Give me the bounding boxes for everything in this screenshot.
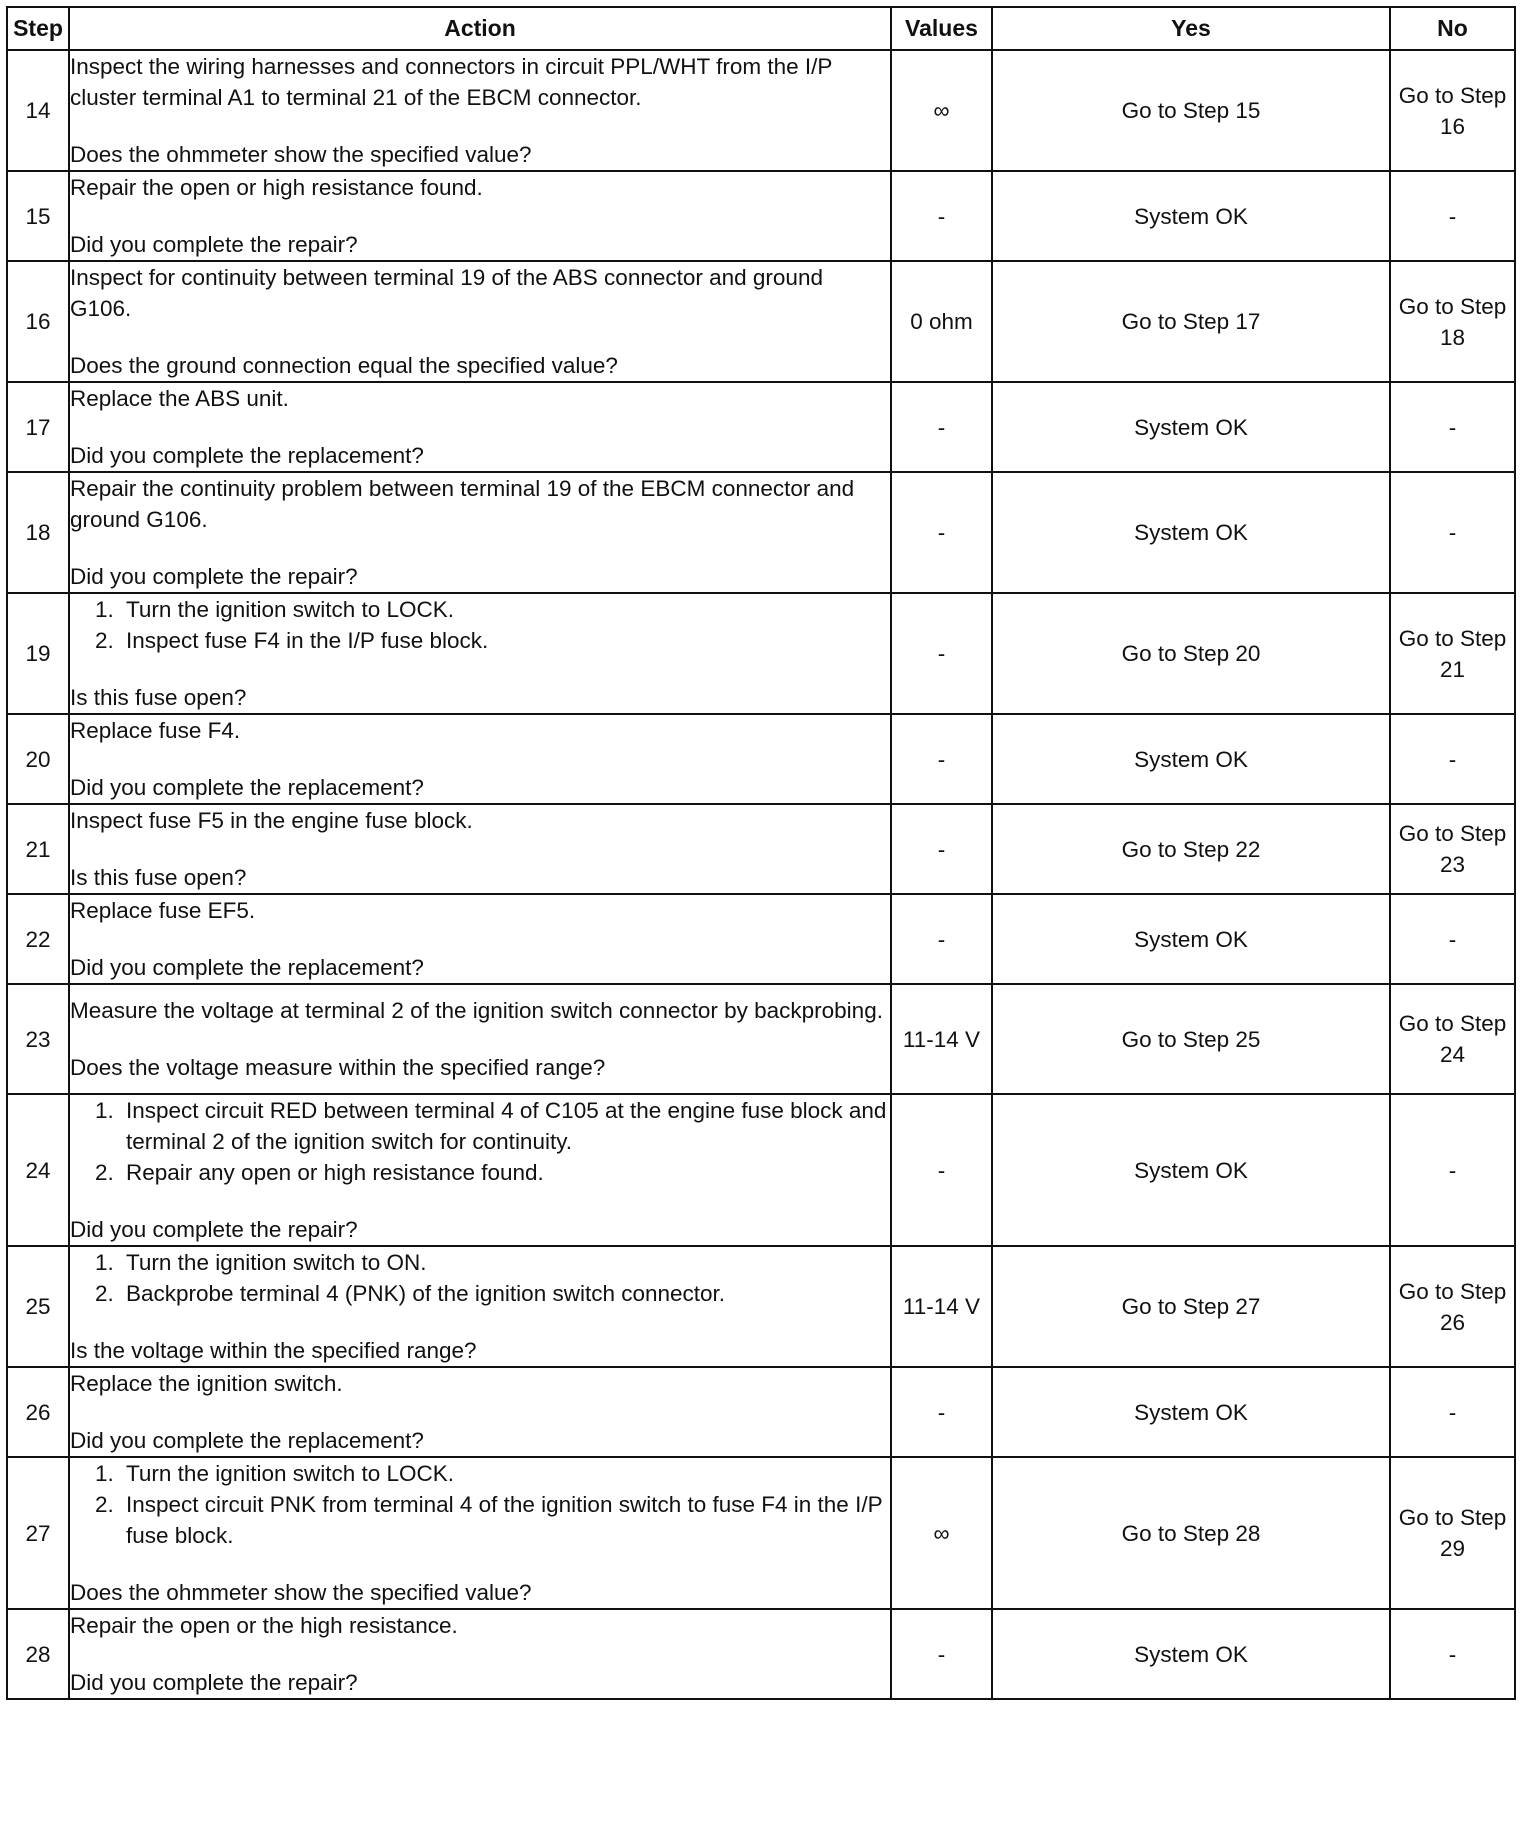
- action-cell: [69, 1367, 891, 1457]
- table-row: [7, 1367, 1515, 1457]
- table-row: [7, 1094, 1515, 1246]
- action-steps-list: [70, 594, 890, 656]
- value-cell: -: [891, 472, 992, 593]
- yes-cell: Go to Step 22: [992, 804, 1390, 894]
- action-step: 1. Turn the ignition switch to LOCK.: [120, 594, 890, 625]
- value-cell: ∞: [891, 50, 992, 171]
- value-cell: -: [891, 171, 992, 261]
- no-cell: -: [1390, 171, 1515, 261]
- no-cell: -: [1390, 1094, 1515, 1246]
- action-text: Inspect fuse F5 in the engine fuse block.: [70, 808, 473, 833]
- action-cell: [69, 472, 891, 593]
- yes-cell: System OK: [992, 171, 1390, 261]
- step-number: 21: [7, 804, 69, 894]
- yes-cell: System OK: [992, 1367, 1390, 1457]
- step-number: 22: [7, 894, 69, 984]
- step-number: 28: [7, 1609, 69, 1699]
- action-question: Did you complete the replacement?: [70, 1428, 424, 1453]
- value-cell: 11-14 V: [891, 1246, 992, 1367]
- action-question: Is the voltage within the specified range?: [70, 1338, 477, 1363]
- action-step: 2. Repair any open or high resistance found.: [120, 1157, 890, 1188]
- value-cell: -: [891, 1094, 992, 1246]
- table-row: [7, 1609, 1515, 1699]
- no-cell: Go to Step 18: [1390, 261, 1515, 382]
- header-no: No: [1390, 7, 1515, 50]
- no-cell: -: [1390, 714, 1515, 804]
- step-number: 15: [7, 171, 69, 261]
- header-values: Values: [891, 7, 992, 50]
- table-row: [7, 984, 1515, 1094]
- step-number: 18: [7, 472, 69, 593]
- action-text: Replace fuse EF5.: [70, 898, 256, 923]
- no-cell: Go to Step 26: [1390, 1246, 1515, 1367]
- header-yes: Yes: [992, 7, 1390, 50]
- action-text: Replace the ignition switch.: [70, 1371, 343, 1396]
- step-number: 25: [7, 1246, 69, 1367]
- value-cell: 0 ohm: [891, 261, 992, 382]
- step-number: 20: [7, 714, 69, 804]
- no-cell: Go to Step 24: [1390, 984, 1515, 1094]
- action-question: Did you complete the replacement?: [70, 443, 424, 468]
- table-header: [7, 7, 1515, 50]
- action-cell: [69, 984, 891, 1094]
- action-step: 1. Inspect circuit RED between terminal 4 of C105 at the engine fuse block and terminal 2 of the ignition switch for continuity.: [120, 1095, 890, 1157]
- no-cell: -: [1390, 1609, 1515, 1699]
- step-number: 27: [7, 1457, 69, 1609]
- yes-cell: Go to Step 17: [992, 261, 1390, 382]
- yes-cell: System OK: [992, 714, 1390, 804]
- action-text: Replace fuse F4.: [70, 718, 241, 743]
- no-cell: Go to Step 23: [1390, 804, 1515, 894]
- action-question: Does the voltage measure within the specified range?: [70, 1055, 606, 1080]
- action-cell: [69, 50, 891, 171]
- action-cell: [69, 261, 891, 382]
- step-number: 17: [7, 382, 69, 472]
- action-text: Inspect the wiring harnesses and connectors in circuit PPL/WHT from the I/P cluster terminal A1 to terminal 21 of the EBCM connector.: [70, 54, 833, 110]
- table-row: [7, 171, 1515, 261]
- action-steps-list: [70, 1458, 890, 1551]
- action-text: Measure the voltage at terminal 2 of the ignition switch connector by backprobing.: [70, 998, 883, 1023]
- action-question: Is this fuse open?: [70, 865, 247, 890]
- step-number: 23: [7, 984, 69, 1094]
- yes-cell: Go to Step 27: [992, 1246, 1390, 1367]
- yes-cell: System OK: [992, 894, 1390, 984]
- no-cell: -: [1390, 472, 1515, 593]
- action-cell: [69, 1246, 891, 1367]
- yes-cell: Go to Step 25: [992, 984, 1390, 1094]
- yes-cell: Go to Step 28: [992, 1457, 1390, 1609]
- value-cell: -: [891, 593, 992, 714]
- table-row: [7, 50, 1515, 171]
- value-cell: 11-14 V: [891, 984, 992, 1094]
- action-cell: [69, 894, 891, 984]
- action-cell: [69, 714, 891, 804]
- action-question: Is this fuse open?: [70, 685, 247, 710]
- action-step: 2. Backprobe terminal 4 (PNK) of the ignition switch connector.: [120, 1278, 890, 1309]
- value-cell: -: [891, 894, 992, 984]
- step-number: 14: [7, 50, 69, 171]
- action-steps-list: [70, 1095, 890, 1188]
- table-row: [7, 1457, 1515, 1609]
- table-row: [7, 714, 1515, 804]
- action-question: Did you complete the repair?: [70, 1217, 358, 1242]
- table-row: [7, 472, 1515, 593]
- value-cell: -: [891, 382, 992, 472]
- yes-cell: System OK: [992, 1094, 1390, 1246]
- action-cell: [69, 1457, 891, 1609]
- action-question: Does the ohmmeter show the specified value?: [70, 1580, 532, 1605]
- no-cell: -: [1390, 1367, 1515, 1457]
- table-body: [7, 50, 1515, 1699]
- header-action: Action: [69, 7, 891, 50]
- no-cell: -: [1390, 382, 1515, 472]
- table-row: [7, 593, 1515, 714]
- value-cell: -: [891, 1367, 992, 1457]
- action-question: Did you complete the repair?: [70, 232, 358, 257]
- action-cell: [69, 382, 891, 472]
- table-row: [7, 382, 1515, 472]
- action-cell: [69, 1609, 891, 1699]
- action-step: 1. Turn the ignition switch to LOCK.: [120, 1458, 890, 1489]
- action-steps-list: [70, 1247, 890, 1309]
- action-cell: [69, 171, 891, 261]
- diagnostic-table: [6, 6, 1516, 1700]
- action-question: Did you complete the replacement?: [70, 775, 424, 800]
- action-step: 1. Turn the ignition switch to ON.: [120, 1247, 890, 1278]
- yes-cell: System OK: [992, 1609, 1390, 1699]
- action-cell: [69, 804, 891, 894]
- action-text: Repair the continuity problem between terminal 19 of the EBCM connector and ground G106.: [70, 476, 855, 532]
- action-question: Did you complete the replacement?: [70, 955, 424, 980]
- no-cell: -: [1390, 894, 1515, 984]
- action-cell: [69, 593, 891, 714]
- no-cell: Go to Step 29: [1390, 1457, 1515, 1609]
- yes-cell: Go to Step 15: [992, 50, 1390, 171]
- step-number: 16: [7, 261, 69, 382]
- yes-cell: System OK: [992, 382, 1390, 472]
- table-row: [7, 894, 1515, 984]
- action-question: Did you complete the repair?: [70, 564, 358, 589]
- action-text: Repair the open or the high resistance.: [70, 1613, 458, 1638]
- action-step: 2. Inspect fuse F4 in the I/P fuse block.: [120, 625, 890, 656]
- no-cell: Go to Step 21: [1390, 593, 1515, 714]
- action-question: Does the ground connection equal the specified value?: [70, 353, 618, 378]
- value-cell: ∞: [891, 1457, 992, 1609]
- step-number: 26: [7, 1367, 69, 1457]
- action-cell: [69, 1094, 891, 1246]
- action-text: Replace the ABS unit.: [70, 386, 289, 411]
- action-question: Does the ohmmeter show the specified value?: [70, 142, 532, 167]
- action-text: Inspect for continuity between terminal 19 of the ABS connector and ground G106.: [70, 265, 823, 321]
- value-cell: -: [891, 1609, 992, 1699]
- yes-cell: Go to Step 20: [992, 593, 1390, 714]
- value-cell: -: [891, 804, 992, 894]
- action-step: 2. Inspect circuit PNK from terminal 4 of the ignition switch to fuse F4 in the I/P fuse block.: [120, 1489, 890, 1551]
- value-cell: -: [891, 714, 992, 804]
- action-question: Did you complete the repair?: [70, 1670, 358, 1695]
- step-number: 19: [7, 593, 69, 714]
- action-text: Repair the open or high resistance found.: [70, 175, 483, 200]
- step-number: 24: [7, 1094, 69, 1246]
- table-row: [7, 1246, 1515, 1367]
- yes-cell: System OK: [992, 472, 1390, 593]
- header-step: Step: [7, 7, 69, 50]
- header-row: [7, 7, 1515, 50]
- table-row: [7, 261, 1515, 382]
- table-row: [7, 804, 1515, 894]
- no-cell: Go to Step 16: [1390, 50, 1515, 171]
